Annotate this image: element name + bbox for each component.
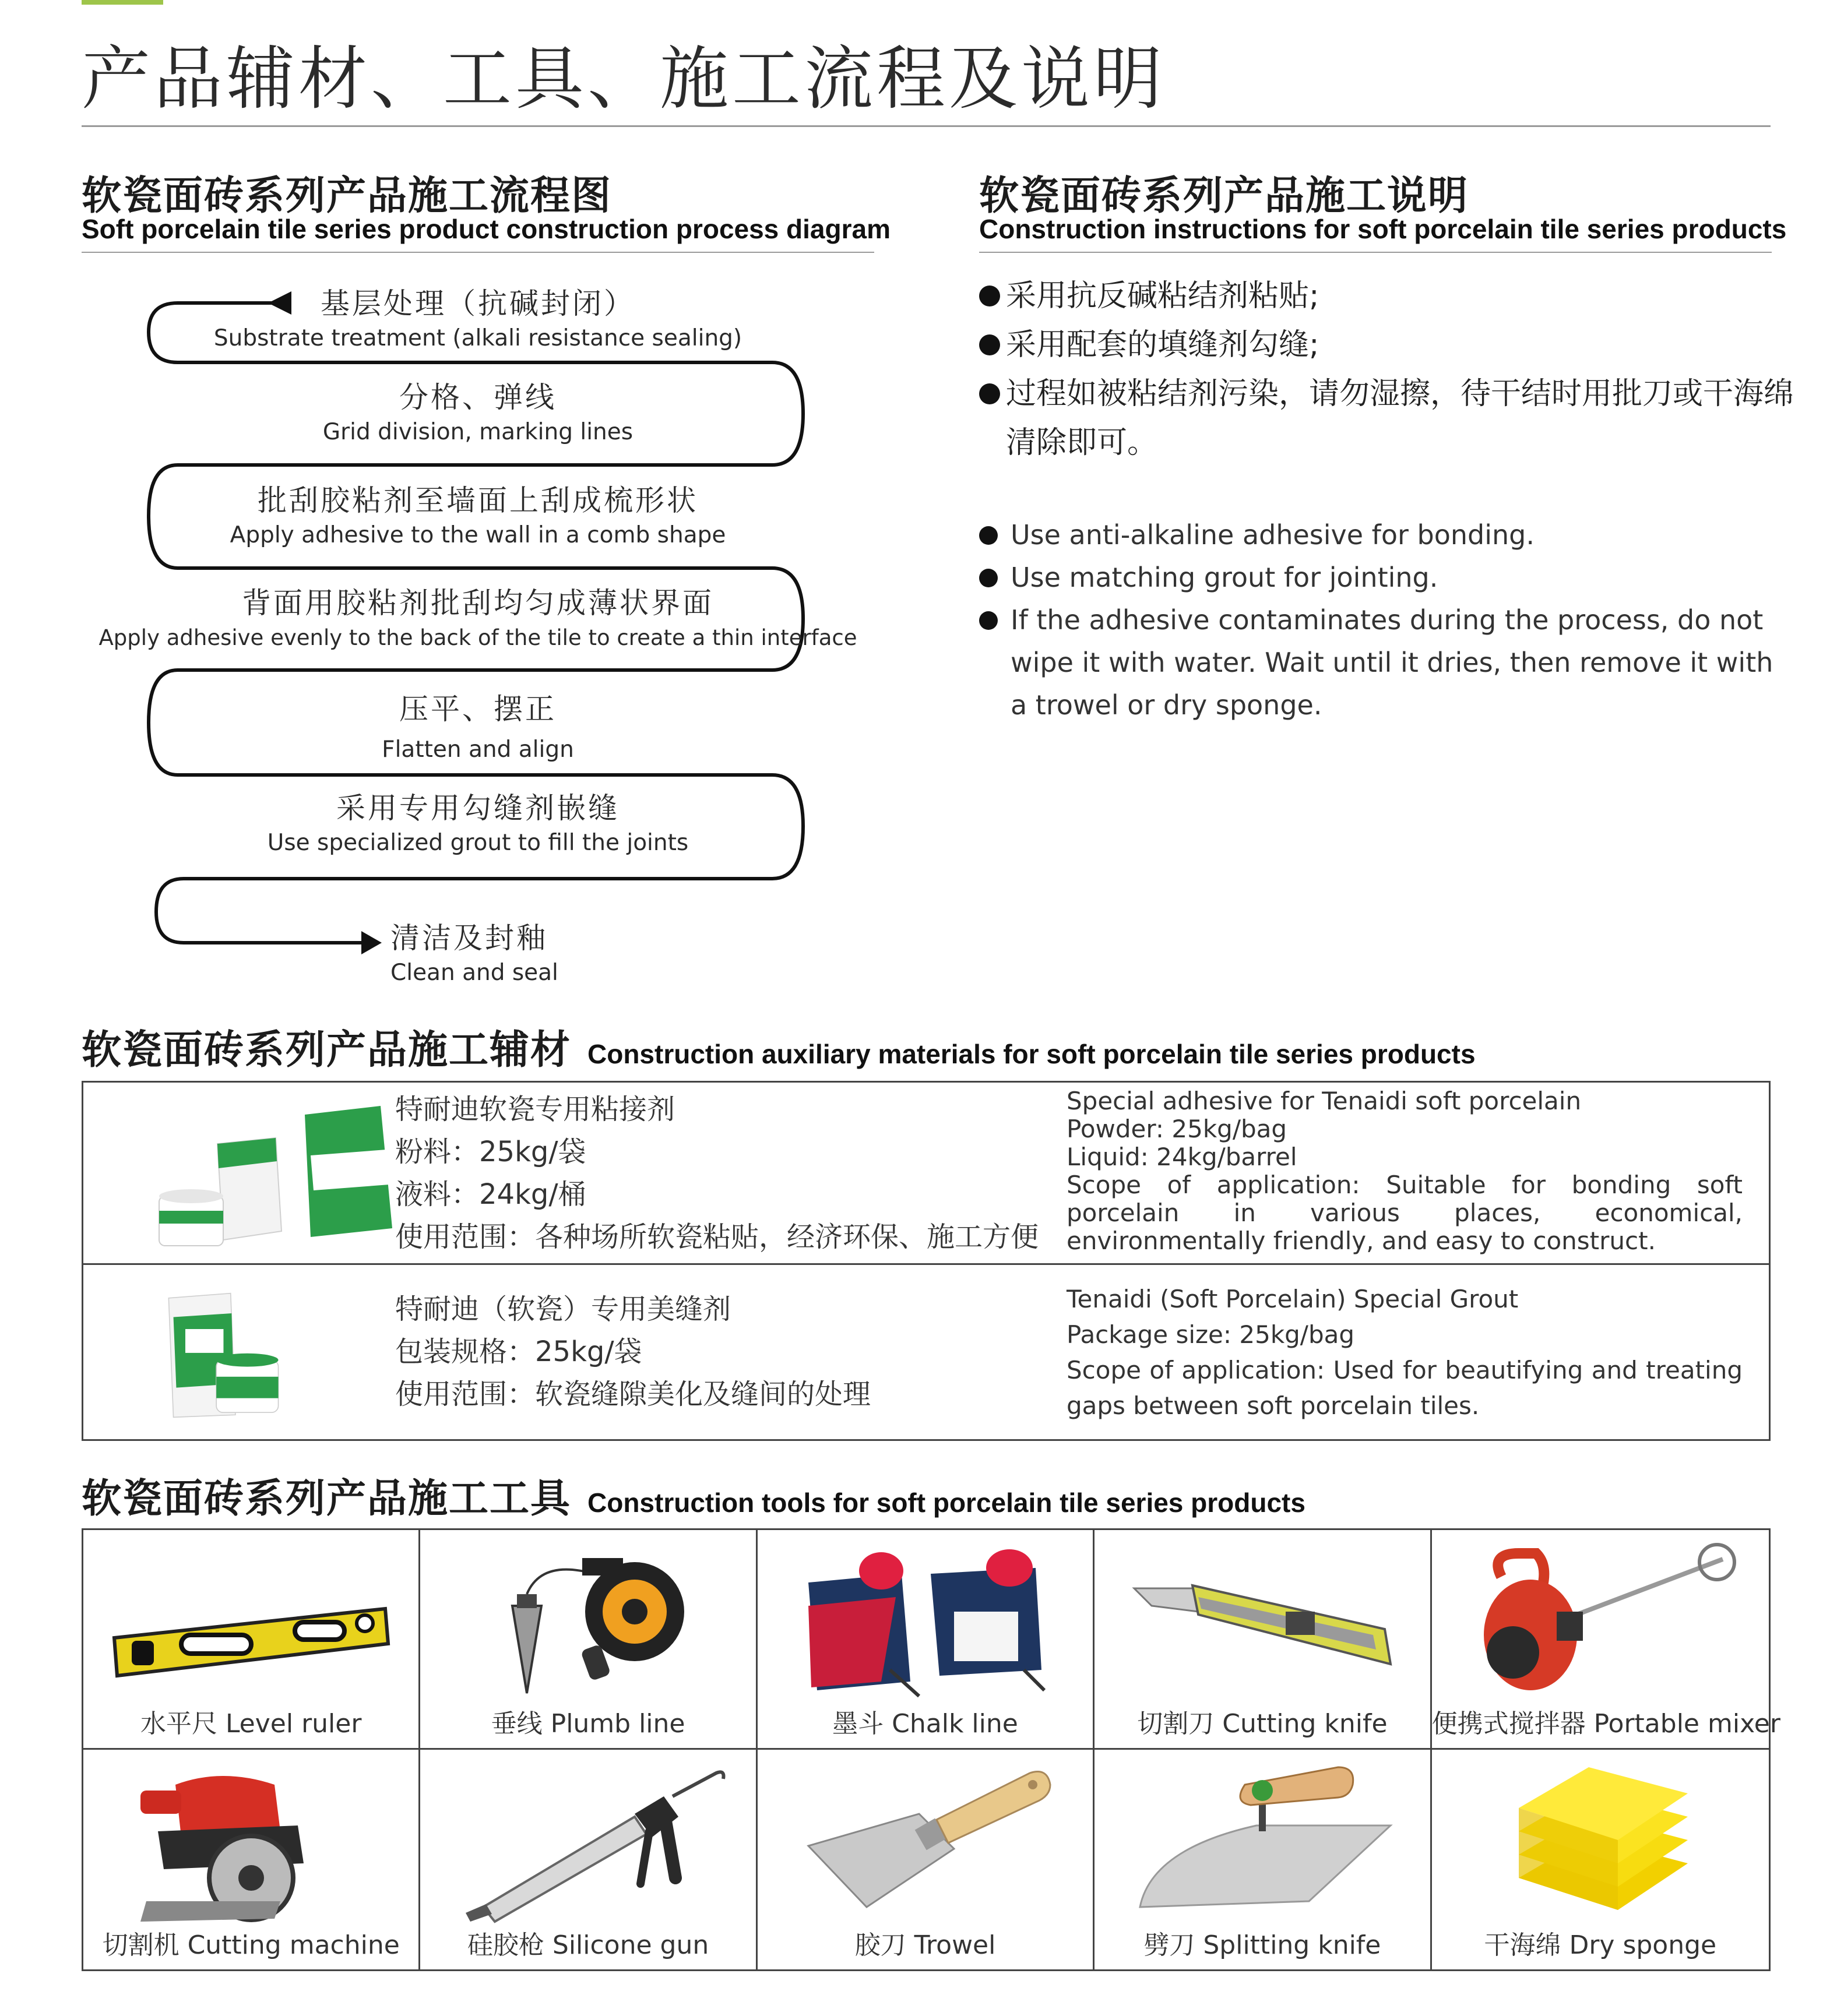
instruction-item: 采用配套的填缝剂勾缝; (979, 320, 1795, 369)
flow-step-cn: 批刮胶粘剂至墙面上刮成梳形状 (258, 484, 698, 517)
tools-title-en: Construction tools for soft porcelain tile series products (587, 1488, 1305, 1518)
splitting-knife-icon (1117, 1761, 1408, 1930)
bullet-icon (979, 526, 998, 545)
flow-step-1 (82, 285, 874, 355)
bullet-icon (979, 611, 998, 630)
materials-heading (82, 1018, 1476, 1075)
tool-dry-sponge (1432, 1750, 1769, 1969)
instruction-item: Use anti-alkaline adhesive for bonding. (979, 514, 1795, 556)
tool-chalk-line (758, 1530, 1095, 1750)
instruction-item: 采用抗反碱粘结剂粘贴; (979, 272, 1795, 320)
materials-table (82, 1081, 1771, 1441)
bullet-icon (979, 569, 998, 587)
material-row-grout (83, 1265, 1769, 1441)
flow-step-3 (82, 482, 874, 552)
tool-label: 墨斗 Chalk line (832, 1709, 1018, 1739)
instruction-item: 过程如被粘结剂污染，请勿湿擦，待干结时用批刀或干海绵清除即可。 (979, 369, 1795, 467)
cutting-knife-icon (1117, 1542, 1408, 1711)
flow-step-6 (82, 790, 874, 859)
materials-title-cn: 软瓷面砖系列产品施工辅材 (82, 1027, 572, 1073)
instructions-cn (979, 272, 1795, 467)
grout-product-image (159, 1274, 369, 1437)
tool-label: 胶刀 Trowel (854, 1930, 996, 1960)
dry-sponge-icon (1455, 1761, 1746, 1930)
tool-trowel (758, 1750, 1095, 1969)
instruction-item: If the adhesive contaminates during the process, do not wipe it with water. Wait until it dries, then remove it with a trowel or dry sponge. (979, 599, 1795, 727)
instructions-title-en: Construction instructions for soft porcelain tile series products (979, 214, 1787, 244)
tools-grid (82, 1528, 1780, 1971)
trowel-icon (779, 1761, 1071, 1930)
tool-level-ruler (83, 1530, 420, 1750)
page-title: 产品辅材、工具、施工流程及说明 (82, 38, 1166, 119)
tool-plumb-line (420, 1530, 757, 1750)
tools-heading (82, 1467, 1305, 1524)
material-cn-text: 特耐迪软瓷专用粘接剂 粉料：25kg/袋 液料：24kg/桶 使用范围：各种场所软瓷粘贴，经济环保、施工方便 (395, 1093, 1039, 1253)
materials-title-en: Construction auxiliary materials for soft porcelain tile series products (587, 1039, 1476, 1069)
chalk-line-icon (779, 1542, 1071, 1711)
tool-silicone-gun (420, 1750, 757, 1969)
adhesive-product-image (136, 1091, 392, 1254)
flow-step-5 (82, 690, 874, 766)
tool-label: 硅胶枪 Silicone gun (467, 1930, 709, 1960)
plumb-line-icon (442, 1542, 734, 1711)
material-en-text: Special adhesive for Tenaidi soft porcelain Powder: 25kg/bag Liquid: 24kg/barrel Scope of application: Suitable for bonding soft porcelain in various places, economical, environmentally friendly, and easy to construct. (1067, 1087, 1743, 1255)
tool-label: 便携式搅拌器 Portable mixer (1431, 1709, 1780, 1739)
tools-title-cn: 软瓷面砖系列产品施工工具 (82, 1476, 572, 1522)
flow-end-arrow-icon (361, 931, 382, 954)
cutting-machine-icon (105, 1761, 397, 1930)
instructions-title-cn: 软瓷面砖系列产品施工说明 (979, 173, 1469, 219)
flow-step-en: Grid division, marking lines (322, 419, 634, 445)
flow-step-4 (82, 584, 874, 654)
flow-step-en: Substrate treatment (alkali resistance sealing) (213, 325, 742, 351)
flow-step-cn: 压平、摆正 (399, 692, 557, 726)
tool-splitting-knife (1095, 1750, 1431, 1969)
flow-step-cn: 背面用胶粘剂批刮均匀成薄状界面 (242, 586, 714, 620)
flow-step-en: Apply adhesive evenly to the back of the tile to create a thin interface (98, 625, 857, 650)
silicone-gun-icon (442, 1761, 734, 1930)
instruction-item: Use matching grout for jointing. (979, 556, 1795, 599)
level-ruler-icon (105, 1542, 397, 1711)
flow-step-cn: 分格、弹线 (399, 380, 557, 414)
flow-step-en: Clean and seal (390, 960, 558, 986)
tool-cutting-machine (83, 1750, 420, 1969)
process-title-en: Soft porcelain tile series product construction process diagram (82, 214, 891, 244)
tool-label: 切割刀 Cutting knife (1137, 1709, 1388, 1739)
tool-cutting-knife (1095, 1530, 1431, 1750)
tool-label: 垂线 Plumb line (491, 1709, 685, 1739)
flow-step-en: Apply adhesive to the wall in a comb shape (230, 522, 726, 548)
tool-label: 切割机 Cutting machine (102, 1930, 400, 1960)
bullet-icon (979, 286, 1000, 306)
material-en-text: Tenaidi (Soft Porcelain) Special Grout Package size: 25kg/bag Scope of application: Used for beautifying and treating gaps between soft porcelain tiles. (1067, 1285, 1743, 1420)
material-row-adhesive (83, 1083, 1769, 1265)
process-title-cn: 软瓷面砖系列产品施工流程图 (82, 173, 613, 219)
tool-portable-mixer (1431, 1530, 1780, 1750)
instructions-en (979, 514, 1795, 727)
flow-step-2 (82, 379, 874, 449)
tool-label: 劈刀 Splitting knife (1143, 1930, 1381, 1960)
flow-step-cn: 清洁及封釉 (390, 921, 548, 955)
flow-step-cn: 采用专用勾缝剂嵌缝 (336, 791, 620, 825)
flow-step-cn: 基层处理（抗碱封闭） (321, 287, 635, 320)
flow-step-en: Flatten and align (382, 736, 574, 763)
flow-step-en: Use specialized grout to fill the joints (267, 830, 689, 856)
material-cn-text: 特耐迪（软瓷）专用美缝剂 包装规格：25kg/袋 使用范围：软瓷缝隙美化及缝间的处理 (395, 1293, 871, 1411)
bullet-icon (979, 383, 1000, 404)
tool-label: 水平尺 Level ruler (140, 1709, 362, 1739)
flow-step-7 (390, 919, 565, 989)
portable-mixer-icon (1455, 1542, 1746, 1711)
bullet-icon (979, 334, 1000, 355)
tool-label: 干海绵 Dry sponge (1484, 1930, 1717, 1960)
